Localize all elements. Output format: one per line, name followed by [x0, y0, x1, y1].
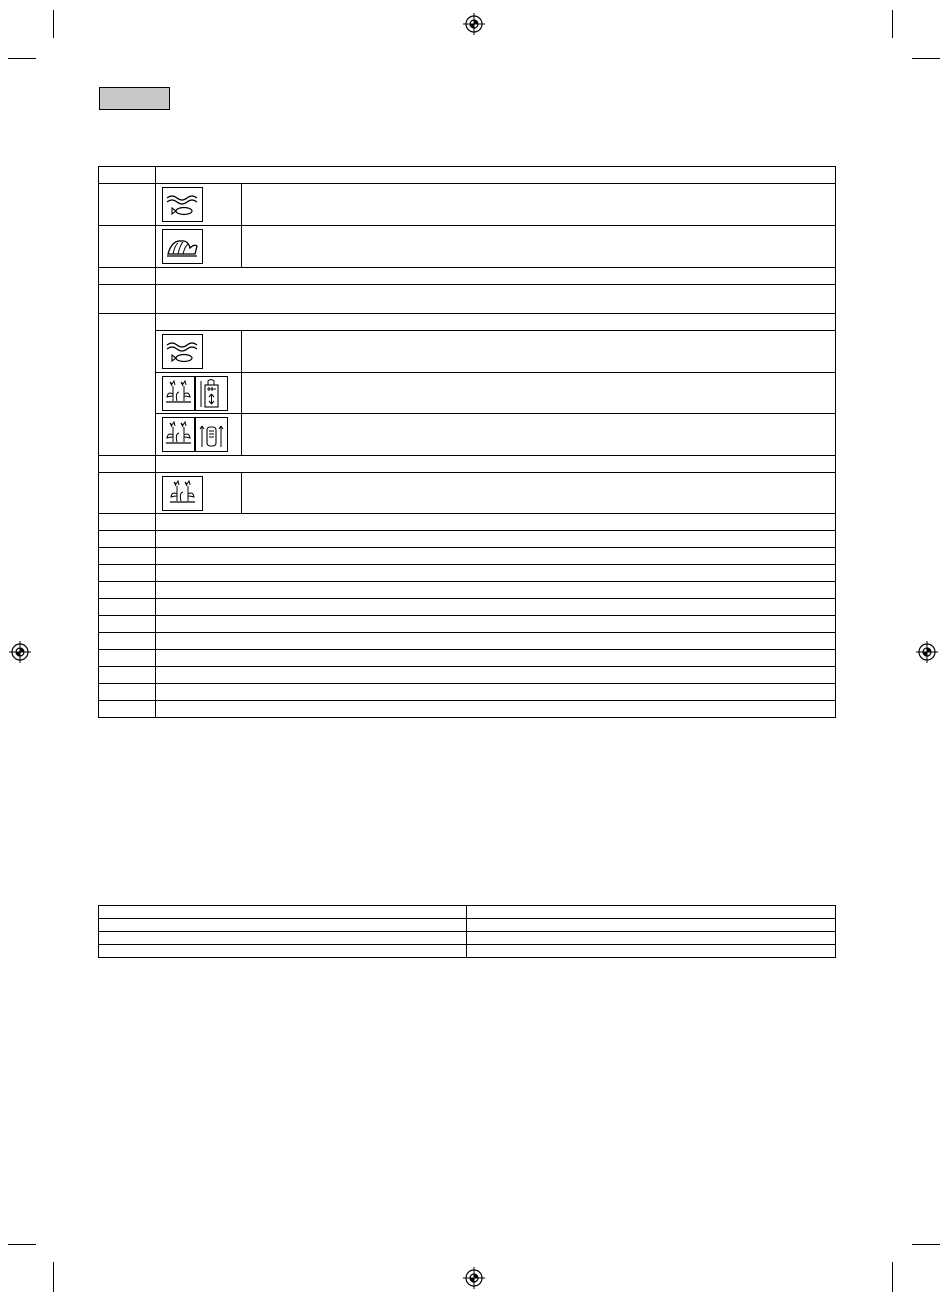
row-text [156, 582, 836, 599]
row-number [99, 633, 156, 650]
table-row [99, 473, 836, 514]
table-row [99, 331, 836, 373]
table-row [99, 414, 836, 456]
row-text [156, 268, 836, 285]
table-row [99, 616, 836, 633]
table-row [99, 167, 836, 184]
table-cell [467, 932, 836, 945]
row-number [99, 684, 156, 701]
icon-cell [156, 226, 242, 268]
pump-arrows-icon [195, 417, 228, 452]
row-number [99, 650, 156, 667]
row-text [156, 531, 836, 548]
row-number [99, 268, 156, 285]
row-text [242, 373, 836, 414]
table-row [99, 285, 836, 314]
crop-mark [892, 10, 893, 38]
crop-mark [53, 10, 54, 38]
icon-cell [156, 473, 242, 514]
table-row [99, 314, 836, 331]
row-number [99, 582, 156, 599]
table-cell [467, 906, 836, 919]
crop-mark [912, 1244, 940, 1245]
table-cell [467, 945, 836, 958]
row-number [99, 514, 156, 531]
row-number [99, 548, 156, 565]
row-text [242, 414, 836, 456]
row-number [99, 599, 156, 616]
icon-cell [156, 184, 242, 226]
crop-mark [892, 1262, 893, 1292]
table-row [99, 701, 836, 718]
table-row [99, 633, 836, 650]
icon-cell [156, 414, 242, 456]
registration-mark-icon [463, 13, 485, 35]
icon-cell [156, 331, 242, 373]
plants-icon [162, 376, 195, 411]
table-row [99, 565, 836, 582]
icon-cell [156, 373, 242, 414]
row-number [99, 473, 156, 514]
row-text [156, 285, 836, 314]
table-cell [467, 919, 836, 932]
crop-mark [53, 1262, 54, 1292]
row-number [99, 531, 156, 548]
table-cell [99, 919, 467, 932]
table-row [99, 373, 836, 414]
table-row [99, 667, 836, 684]
row-number [99, 226, 156, 268]
plants-icon [162, 417, 195, 452]
table-row [99, 919, 836, 932]
row-number [99, 616, 156, 633]
row-text [242, 473, 836, 514]
table-row [99, 456, 836, 473]
row-text [156, 565, 836, 582]
registration-mark-icon [463, 1267, 485, 1289]
table-row [99, 906, 836, 919]
row-text [242, 331, 836, 373]
row-text [156, 667, 836, 684]
row-text [156, 167, 836, 184]
table-row [99, 599, 836, 616]
row-text [156, 633, 836, 650]
crop-mark [8, 1244, 36, 1245]
row-number [99, 285, 156, 314]
table-row [99, 945, 836, 958]
row-text [242, 184, 836, 226]
table-row [99, 184, 836, 226]
table-cell [99, 906, 467, 919]
row-number [99, 184, 156, 226]
row-text [156, 599, 836, 616]
row-text [156, 456, 836, 473]
language-tab [99, 87, 170, 110]
row-text [156, 616, 836, 633]
table-row [99, 582, 836, 599]
row-number [99, 565, 156, 582]
row-number [99, 167, 156, 184]
table-row [99, 226, 836, 268]
table-row [99, 650, 836, 667]
row-number [99, 314, 156, 456]
table-cell [99, 932, 467, 945]
row-text [156, 514, 836, 531]
table-row [99, 531, 836, 548]
row-text [156, 548, 836, 565]
table-row [99, 932, 836, 945]
crop-mark [912, 58, 940, 59]
crop-mark [8, 58, 36, 59]
row-number [99, 667, 156, 684]
row-number [99, 701, 156, 718]
shell-icon [162, 229, 203, 264]
table-row [99, 268, 836, 285]
fish-waves-icon [162, 187, 203, 222]
row-number [99, 456, 156, 473]
spec-table [98, 905, 836, 958]
pump-level-icon [195, 376, 228, 411]
table-row [99, 514, 836, 531]
registration-mark-icon [9, 641, 31, 663]
row-text [242, 226, 836, 268]
row-text [156, 650, 836, 667]
row-text [156, 684, 836, 701]
main-table [98, 166, 836, 718]
fish-waves-icon [162, 334, 203, 369]
plants-icon [162, 476, 203, 511]
table-row [99, 684, 836, 701]
row-text [156, 314, 836, 331]
row-text [156, 701, 836, 718]
table-cell [99, 945, 467, 958]
table-row [99, 548, 836, 565]
registration-mark-icon [916, 641, 938, 663]
